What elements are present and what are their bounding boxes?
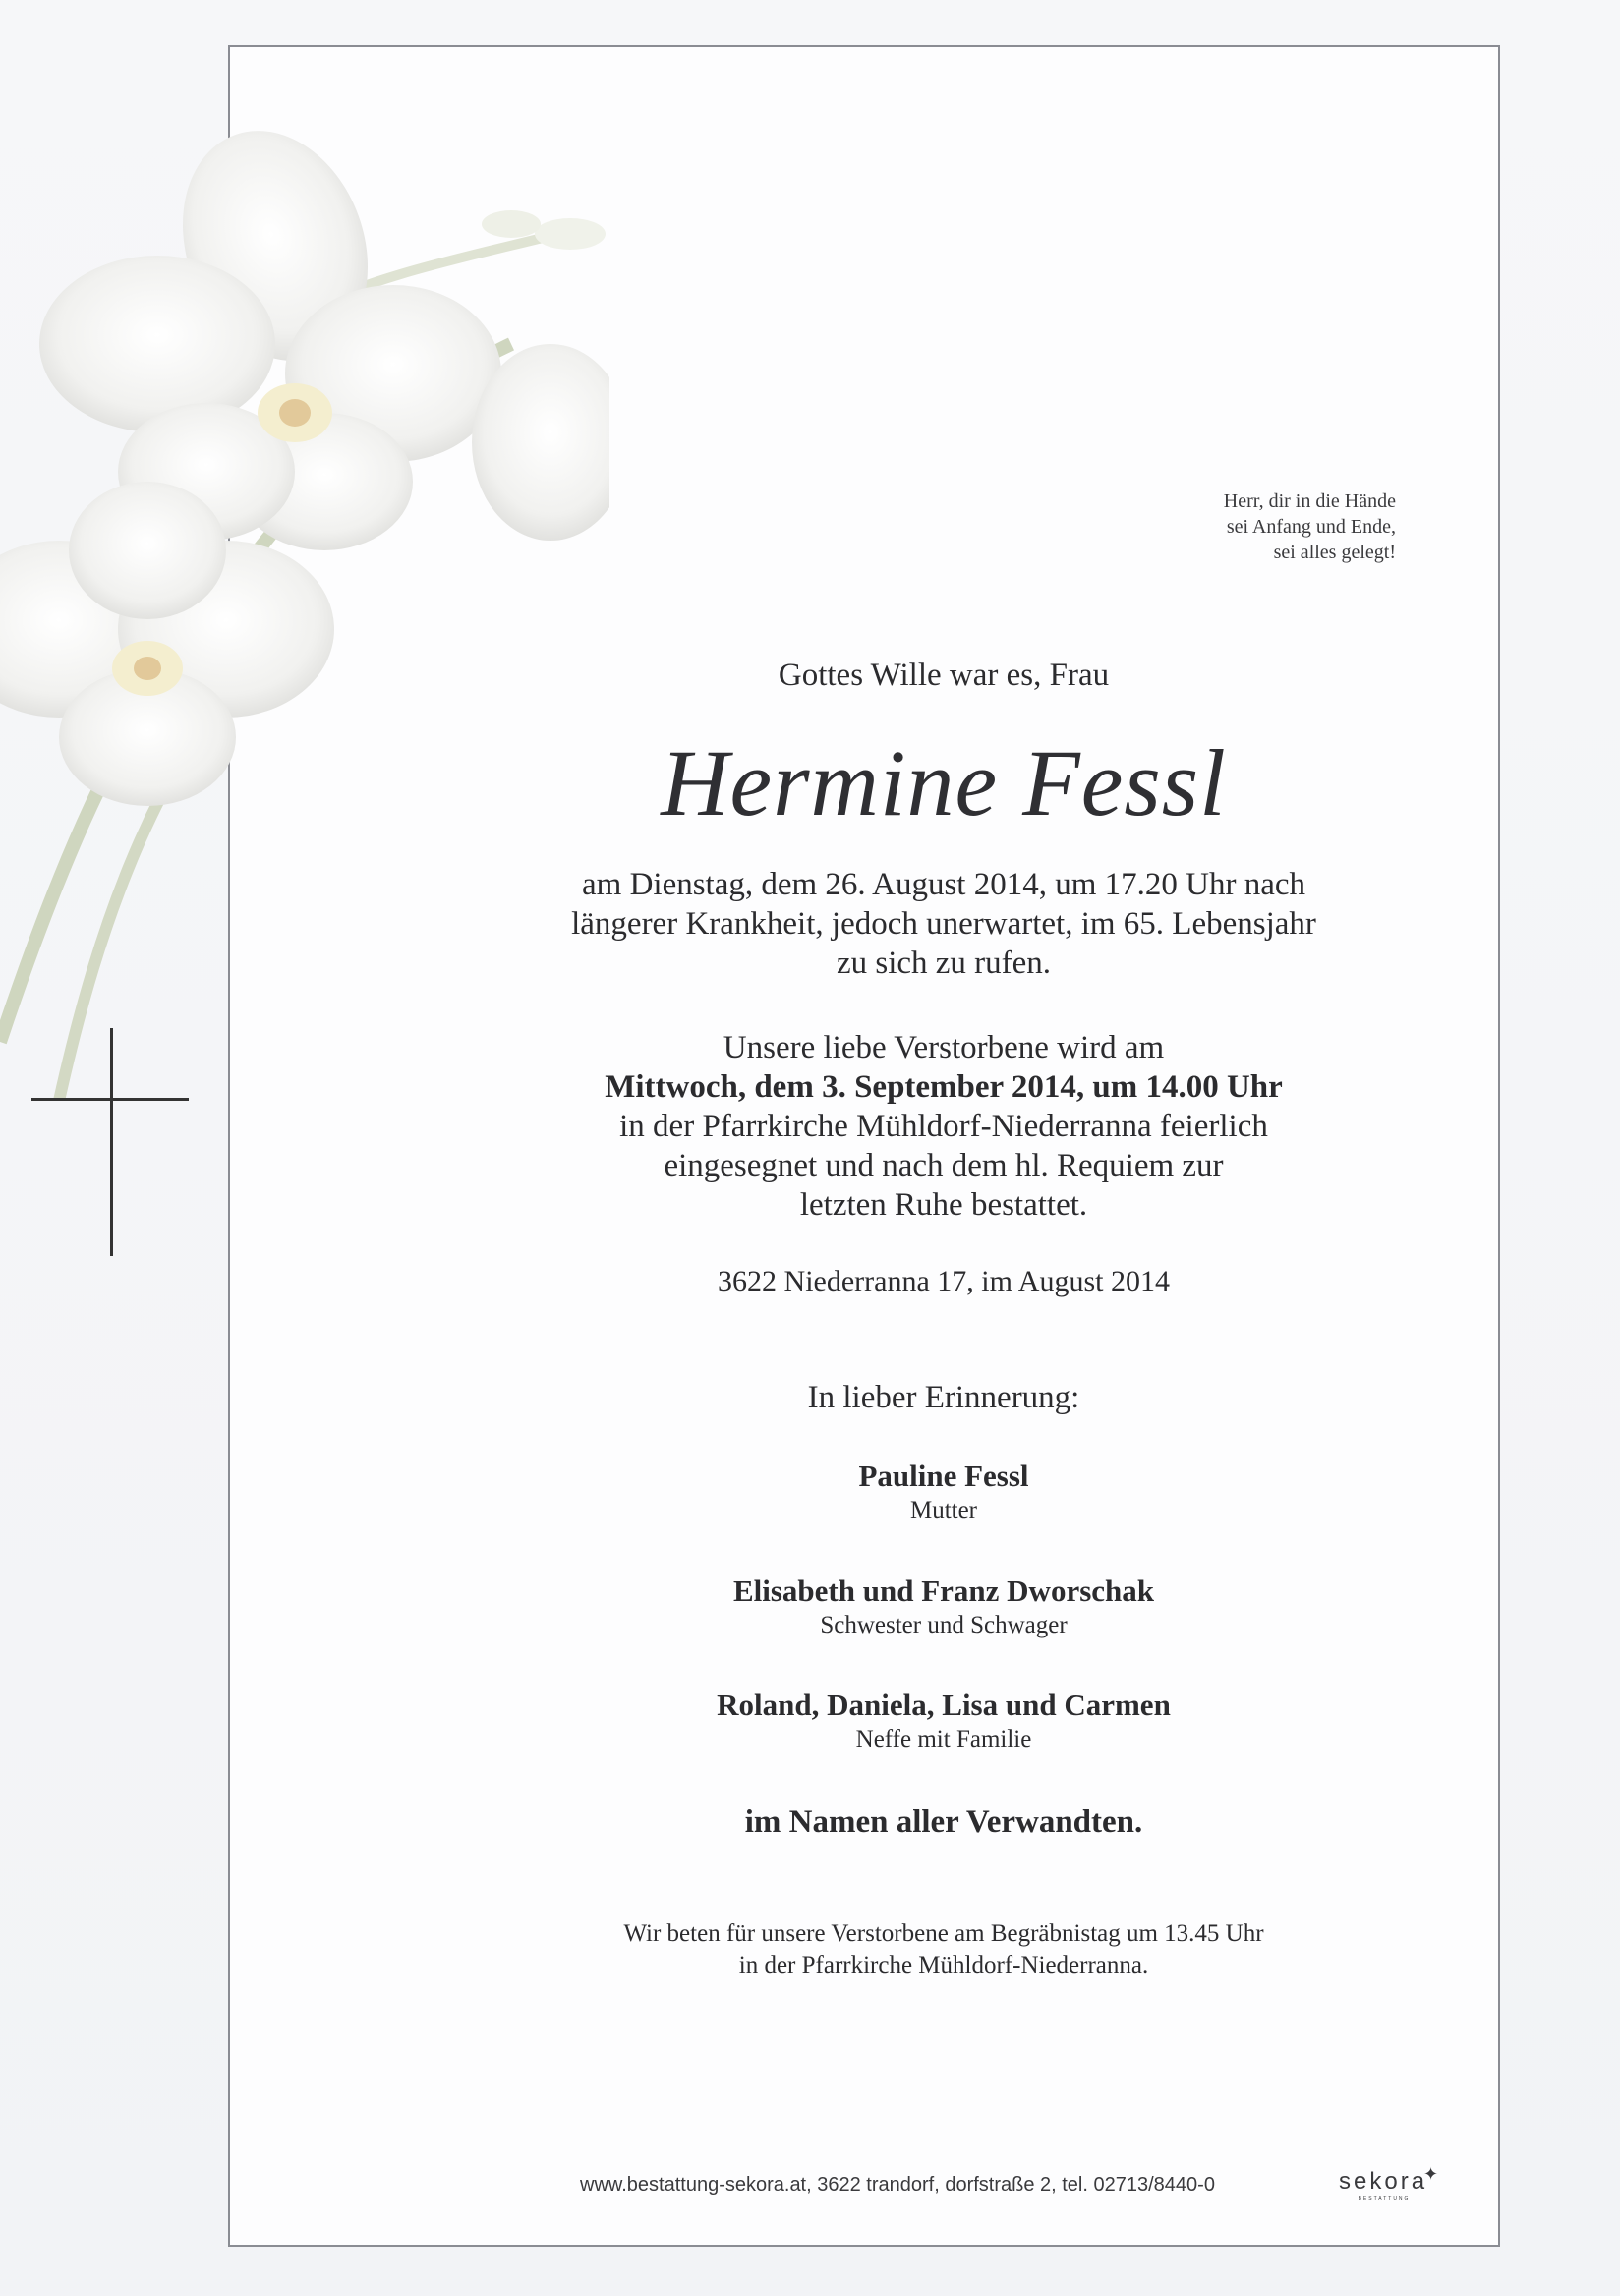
cross-symbol-horizontal	[31, 1098, 189, 1101]
prayer-notice: Wir beten für unsere Verstorbene am Begräbnistag um 13.45 Uhr in der Pfarrkirche Mühldorf-Niederranna.	[623, 1921, 1264, 1979]
funeral-announcement	[393, 1028, 1494, 1225]
mourner-entry	[393, 1573, 1494, 1641]
mourner-name: Pauline Fessl	[858, 1459, 1029, 1493]
place-and-date: 3622 Niederranna 17, im August 2014	[718, 1265, 1170, 1297]
memory-heading: In lieber Erinnerung:	[807, 1380, 1080, 1415]
funeral-home-contact: www.bestattung-sekora.at, 3622 trandorf, dorfstraße 2, tel. 02713/8440-0	[580, 2174, 1215, 2196]
mourner-relation: Mutter	[909, 1497, 978, 1523]
deceased-name: Hermine Fessl	[661, 730, 1227, 835]
motto-verse: Herr, dir in die Hände sei Anfang und Ende, sei alles gelegt!	[1223, 490, 1396, 563]
funeral-line-1: Unsere liebe Verstorbene wird am	[723, 1030, 1165, 1065]
mourner-relation: Neffe mit Familie	[855, 1726, 1032, 1752]
mourner-entry	[393, 1687, 1494, 1755]
death-notice: am Dienstag, dem 26. August 2014, um 17.20 Uhr nach längerer Krankheit, jedoch unerwartet, im 65. Lebensjahr zu sich zu rufen.	[571, 867, 1316, 981]
bird-icon: ✦	[1423, 2164, 1439, 2184]
logo-subtitle: BESTATTUNG	[1358, 2196, 1411, 2202]
mourner-name: Roland, Daniela, Lisa und Carmen	[717, 1688, 1171, 1722]
funeral-line-4: eingesegnet und nach dem hl. Requiem zur	[664, 1148, 1224, 1183]
cross-symbol-vertical	[110, 1028, 113, 1256]
mourner-entry	[393, 1458, 1494, 1526]
closing-line: im Namen aller Verwandten.	[744, 1805, 1143, 1840]
intro-line: Gottes Wille war es, Frau	[778, 658, 1110, 693]
funeral-date-time: Mittwoch, dem 3. September 2014, um 14.00 Uhr	[605, 1069, 1283, 1105]
logo-wordmark: sekora	[1339, 2168, 1428, 2195]
mourner-relation: Schwester und Schwager	[820, 1612, 1068, 1638]
mourner-name: Elisabeth und Franz Dworschak	[732, 1574, 1155, 1608]
funeral-line-5: letzten Ruhe bestattet.	[799, 1187, 1088, 1223]
sekora-logo	[1339, 2164, 1447, 2208]
funeral-line-3: in der Pfarrkirche Mühldorf-Niederranna feierlich	[619, 1109, 1268, 1144]
